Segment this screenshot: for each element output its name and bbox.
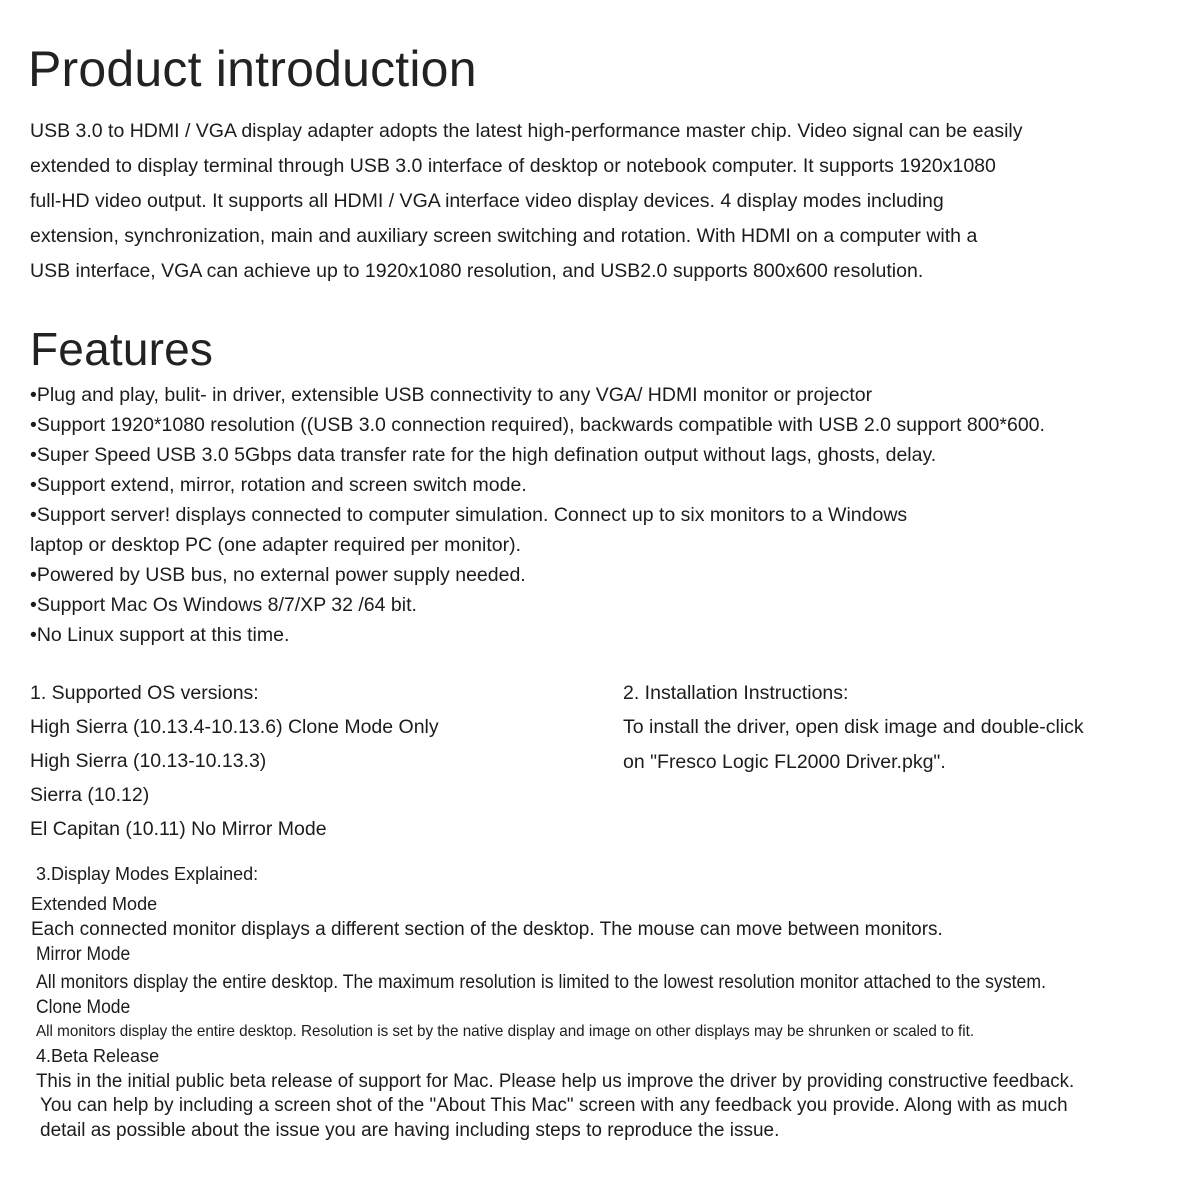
- display-modes-heading: 3.Display Modes Explained:: [36, 864, 259, 884]
- feature-item: •Powered by USB bus, no external power supply needed.: [30, 564, 526, 586]
- install-line: To install the driver, open disk image and double-click: [623, 716, 1084, 738]
- os-version-item: High Sierra (10.13-10.13.3): [30, 750, 267, 772]
- clone-mode-text: All monitors display the entire desktop. Resolution is set by the native display and image on other displays may be shrunken or scaled to fit.: [36, 1023, 975, 1040]
- mirror-mode-text: All monitors display the entire desktop. The maximum resolution is limited to the lowest resolution monitor attached to the system.: [36, 971, 1046, 993]
- product-introduction-heading: Product introduction: [28, 41, 477, 97]
- feature-item: •Support 1920*1080 resolution ((USB 3.0 connection required), backwards compatible with USB 2.0 support 800*600.: [30, 414, 1045, 436]
- os-version-item: High Sierra (10.13.4-10.13.6) Clone Mode Only: [30, 716, 439, 738]
- feature-item: •Super Speed USB 3.0 5Gbps data transfer rate for the high defination output without lags, ghosts, delay.: [30, 444, 937, 466]
- feature-item: •No Linux support at this time.: [30, 624, 290, 646]
- beta-line: detail as possible about the issue you are having including steps to reproduce the issue.: [40, 1120, 780, 1141]
- extended-mode-text: Each connected monitor displays a different section of the desktop. The mouse can move between monitors.: [31, 919, 943, 940]
- os-version-item: Sierra (10.12): [30, 784, 150, 806]
- intro-line: USB 3.0 to HDMI / VGA display adapter adopts the latest high-performance master chip. Video signal can be easily: [30, 120, 1023, 142]
- intro-line: extension, synchronization, main and auxiliary screen switching and rotation. With HDMI on a computer with a: [30, 225, 978, 247]
- extended-mode-title: Extended Mode: [31, 894, 158, 914]
- os-versions-heading: 1. Supported OS versions:: [30, 682, 259, 704]
- mirror-mode-title: Mirror Mode: [36, 944, 131, 965]
- feature-item: •Support extend, mirror, rotation and screen switch mode.: [30, 474, 527, 496]
- clone-mode-title: Clone Mode: [36, 997, 131, 1018]
- feature-item: •Plug and play, bulit- in driver, extensible USB connectivity to any VGA/ HDMI monitor or projector: [30, 384, 873, 406]
- os-version-item: El Capitan (10.11) No Mirror Mode: [30, 818, 327, 840]
- install-heading: 2. Installation Instructions:: [623, 682, 849, 704]
- beta-line: You can help by including a screen shot of the "About This Mac" screen with any feedback you provide. Along with as much: [40, 1095, 1068, 1116]
- beta-line: This in the initial public beta release of support for Mac. Please help us improve the driver by providing constructive feedback.: [36, 1071, 1075, 1092]
- features-heading: Features: [30, 323, 214, 375]
- intro-paragraph: [30, 114, 1180, 289]
- feature-item: •Support Mac Os Windows 8/7/XP 32 /64 bit.: [30, 594, 417, 616]
- intro-line: USB interface, VGA can achieve up to 1920x1080 resolution, and USB2.0 supports 800x600 resolution.: [30, 260, 924, 282]
- feature-item: •Support server! displays connected to computer simulation. Connect up to six monitors to a Windows: [30, 504, 908, 526]
- intro-line: extended to display terminal through USB 3.0 interface of desktop or notebook computer. It supports 1920x1080: [30, 155, 996, 177]
- intro-line: full-HD video output. It supports all HDMI / VGA interface video display devices. 4 display modes including: [30, 190, 944, 212]
- install-line: on "Fresco Logic FL2000 Driver.pkg".: [623, 751, 946, 773]
- feature-item: laptop or desktop PC (one adapter required per monitor).: [30, 534, 522, 556]
- beta-release-heading: 4.Beta Release: [36, 1046, 160, 1066]
